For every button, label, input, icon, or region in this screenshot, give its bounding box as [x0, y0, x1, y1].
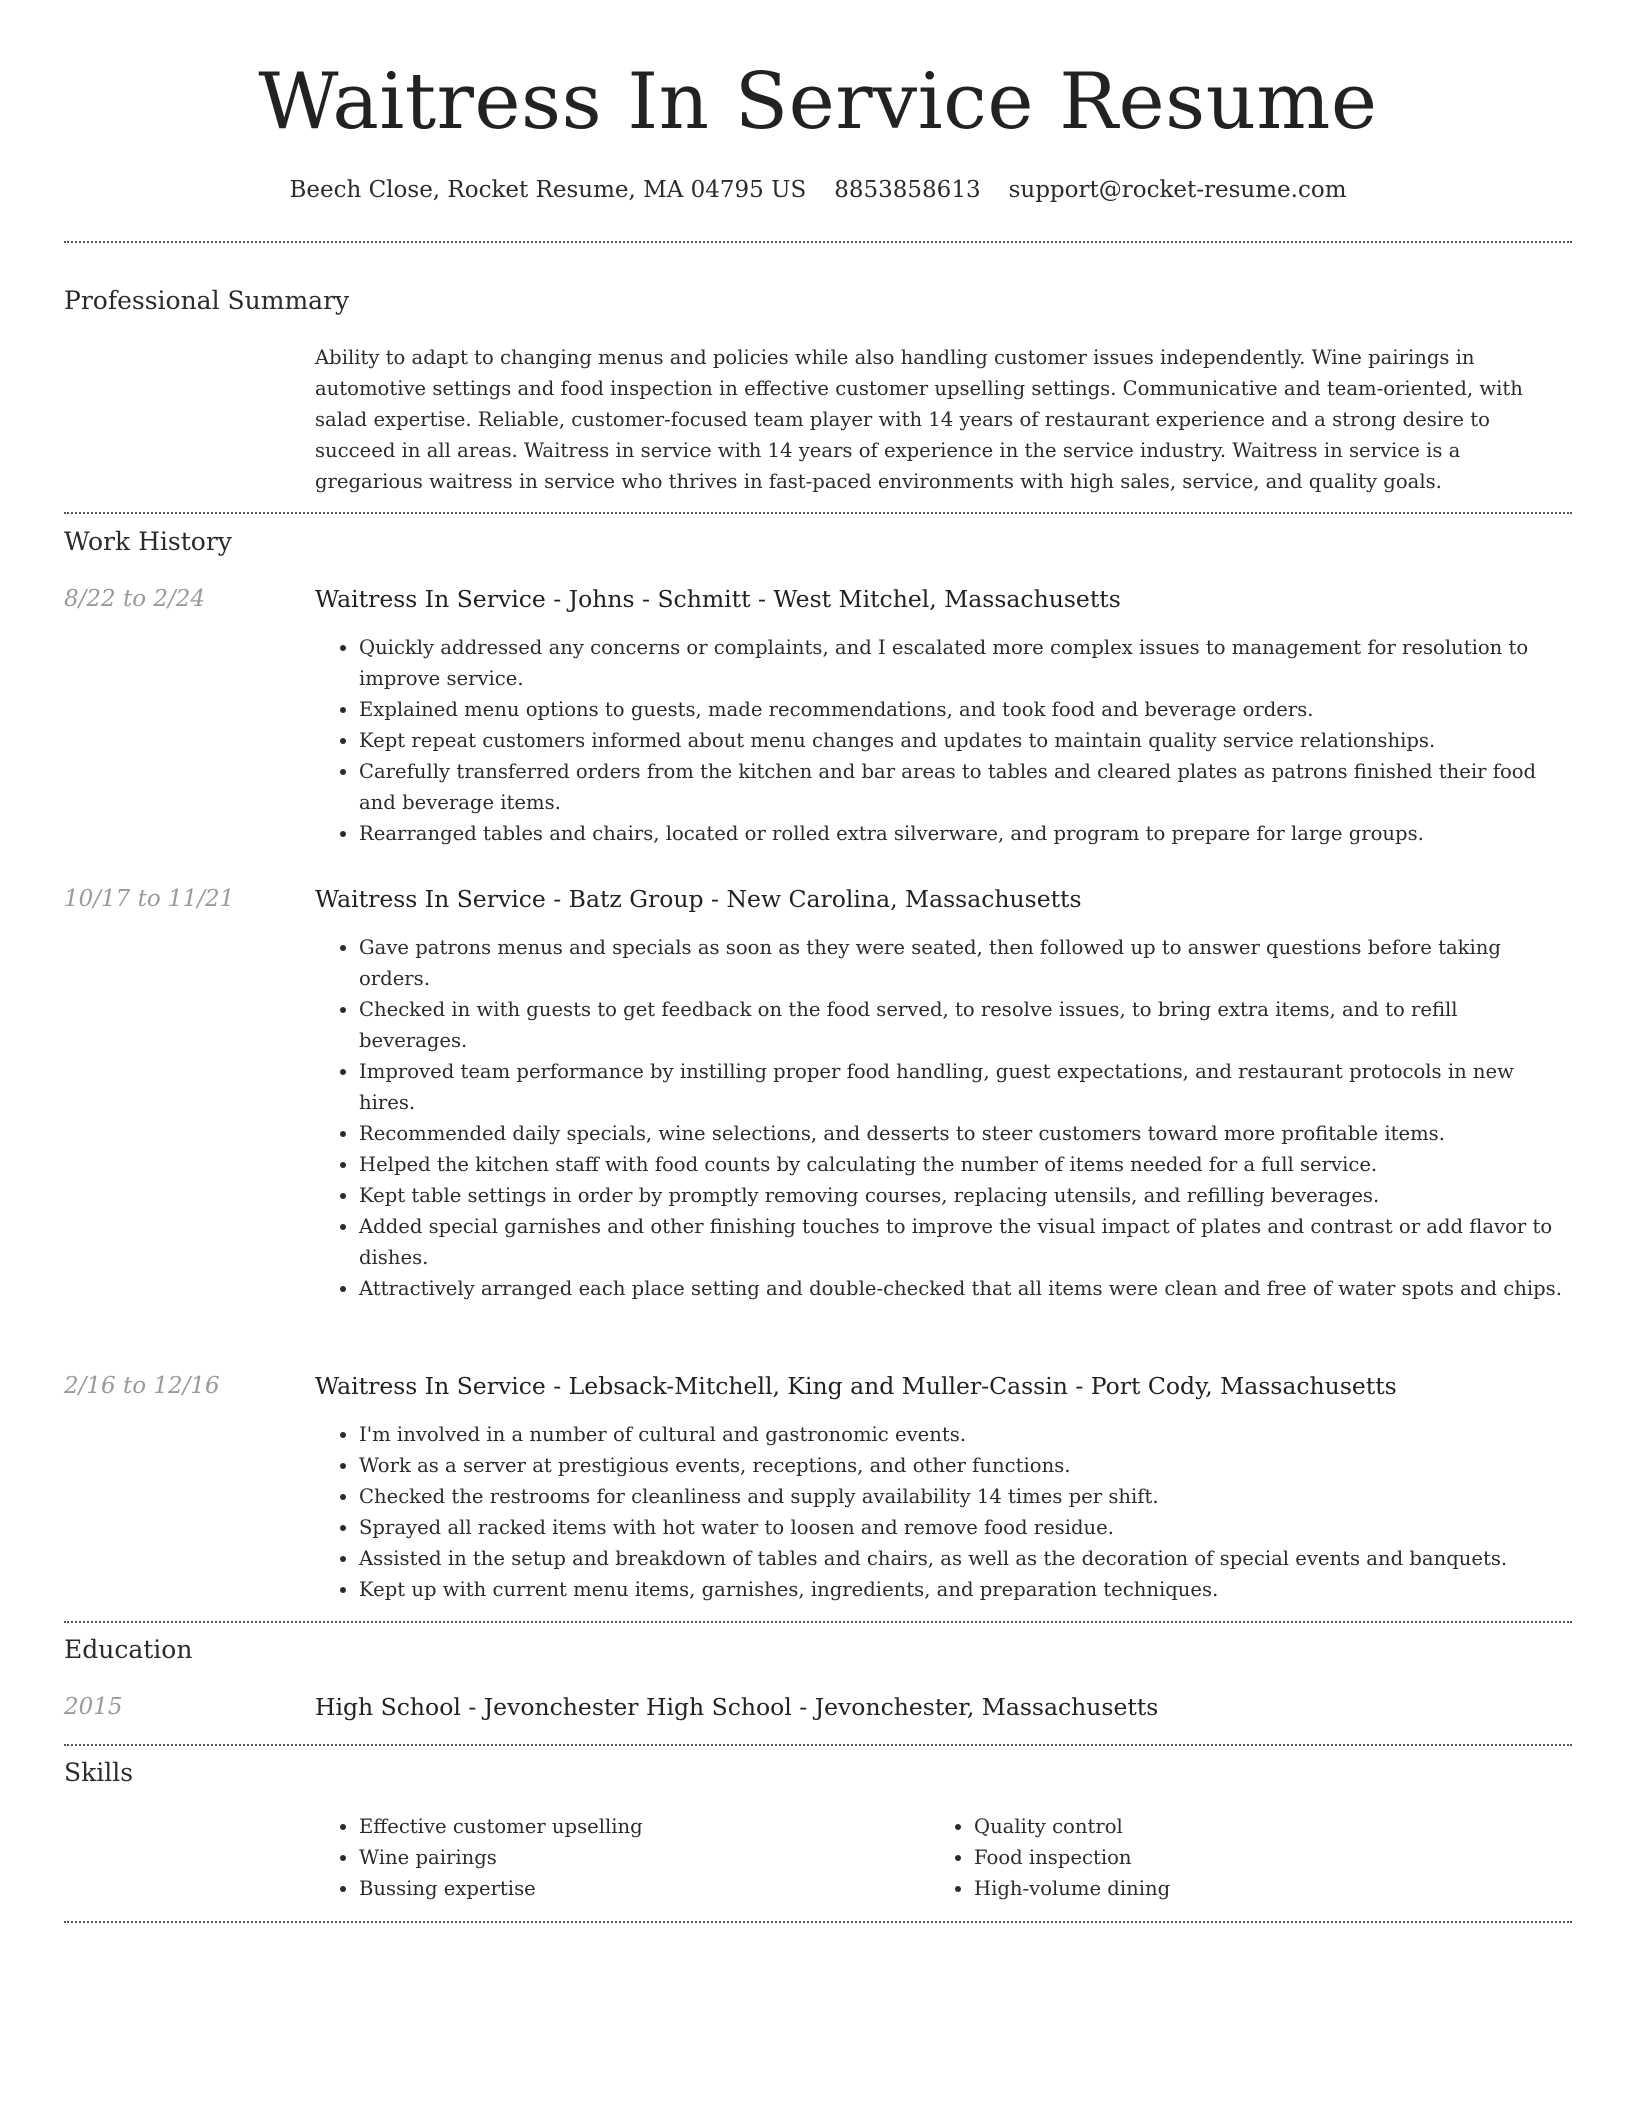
list-item: • Gave patrons menus and specials as soon as they were seated, then followed up to answer questions before taking orders. — [359, 932, 1572, 994]
job-bullet-list — [315, 632, 1572, 849]
list-item: • Improved team performance by instilling proper food handling, guest expectations, and restaurant protocols in new hires. — [359, 1056, 1572, 1118]
contact-address: Beech Close, Rocket Resume, MA 04795 US — [289, 177, 807, 203]
skill-item: • High-volume dining — [974, 1873, 1530, 1904]
list-item: • Added special garnishes and other finishing touches to improve the visual impact of plates and contrast or add flavor to dishes. — [359, 1211, 1572, 1273]
list-item: • Kept up with current menu items, garnishes, ingredients, and preparation techniques. — [359, 1574, 1572, 1605]
contact-phone: 8853858613 — [834, 177, 981, 203]
list-item: • Checked in with guests to get feedback on the food served, to resolve issues, to bring extra items, and to refill beverages. — [359, 994, 1572, 1056]
summary-text: Ability to adapt to changing menus and policies while also handling customer issues independently. Wine pairings in automotive settings and food inspection in effective customer upselling settings. Communicative and team-oriented, with salad expertise. Reliable, customer-focused team player with 14 years of restaurant experience and a strong desire to succeed in all areas. Waitress in service with 14 years of experience in the service industry. Waitress in service is a gregarious waitress in service who thrives in fast-paced environments with high sales, service, and quality goals. — [315, 346, 1523, 493]
list-item: • Rearranged tables and chairs, located or rolled extra silverware, and program to prepare for large groups. — [359, 818, 1572, 849]
divider — [64, 1744, 1572, 1746]
skill-item: • Effective customer upselling — [359, 1811, 915, 1842]
job-title: Waitress In Service - Johns - Schmitt - West Mitchel, Massachusetts — [315, 585, 1121, 613]
education-title: High School - Jevonchester High School - Jevonchester, Massachusetts — [315, 1693, 1159, 1721]
list-item: • Helped the kitchen staff with food counts by calculating the number of items needed for a full service. — [359, 1149, 1572, 1180]
divider — [64, 1621, 1572, 1623]
list-item: • Attractively arranged each place setting and double-checked that all items were clean and free of water spots and chips. — [359, 1273, 1572, 1304]
list-item: • Work as a server at prestigious events, receptions, and other functions. — [359, 1450, 1572, 1481]
skills-list-right — [930, 1811, 1530, 1904]
skills-list-left — [315, 1811, 915, 1904]
list-item: • Carefully transferred orders from the kitchen and bar areas to tables and cleared plates as patrons finished their food and beverage items. — [359, 756, 1572, 818]
job-dates: 2/16 to 12/16 — [64, 1373, 220, 1399]
skill-item: • Quality control — [974, 1811, 1530, 1842]
section-heading-education: Education — [64, 1635, 193, 1664]
job-title: Waitress In Service - Lebsack-Mitchell, King and Muller-Cassin - Port Cody, Massachusetts — [315, 1372, 1397, 1400]
section-heading-summary: Professional Summary — [64, 286, 350, 315]
contact-email: support@rocket-resume.com — [1008, 177, 1347, 203]
divider — [64, 512, 1572, 514]
job-bullet-list — [315, 1419, 1572, 1605]
section-heading-work-history: Work History — [64, 527, 232, 556]
list-item: • Assisted in the setup and breakdown of tables and chairs, as well as the decoration of special events and banquets. — [359, 1543, 1572, 1574]
list-item: • Sprayed all racked items with hot water to loosen and remove food residue. — [359, 1512, 1572, 1543]
job-bullet-list — [315, 932, 1572, 1304]
divider — [64, 241, 1572, 243]
job-dates: 10/17 to 11/21 — [64, 886, 235, 912]
section-heading-skills: Skills — [64, 1758, 134, 1787]
job-dates: 8/22 to 2/24 — [64, 586, 206, 612]
list-item: • Explained menu options to guests, made recommendations, and took food and beverage orders. — [359, 694, 1572, 725]
list-item: • Kept repeat customers informed about menu changes and updates to maintain quality service relationships. — [359, 725, 1572, 756]
list-item: • Recommended daily specials, wine selections, and desserts to steer customers toward more profitable items. — [359, 1118, 1572, 1149]
contact-line — [64, 170, 1572, 210]
list-item: • Quickly addressed any concerns or complaints, and I escalated more complex issues to management for resolution to improve service. — [359, 632, 1572, 694]
list-item: • Checked the restrooms for cleanliness and supply availability 14 times per shift. — [359, 1481, 1572, 1512]
skill-item: • Wine pairings — [359, 1842, 915, 1873]
resume-title: Waitress In Service Resume — [258, 57, 1378, 147]
education-date: 2015 — [64, 1694, 123, 1720]
divider — [64, 1921, 1572, 1923]
skill-item: • Bussing expertise — [359, 1873, 915, 1904]
skill-item: • Food inspection — [974, 1842, 1530, 1873]
list-item: • I'm involved in a number of cultural and gastronomic events. — [359, 1419, 1572, 1450]
list-item: • Kept table settings in order by promptly removing courses, replacing utensils, and refilling beverages. — [359, 1180, 1572, 1211]
job-title: Waitress In Service - Batz Group - New Carolina, Massachusetts — [315, 885, 1082, 913]
